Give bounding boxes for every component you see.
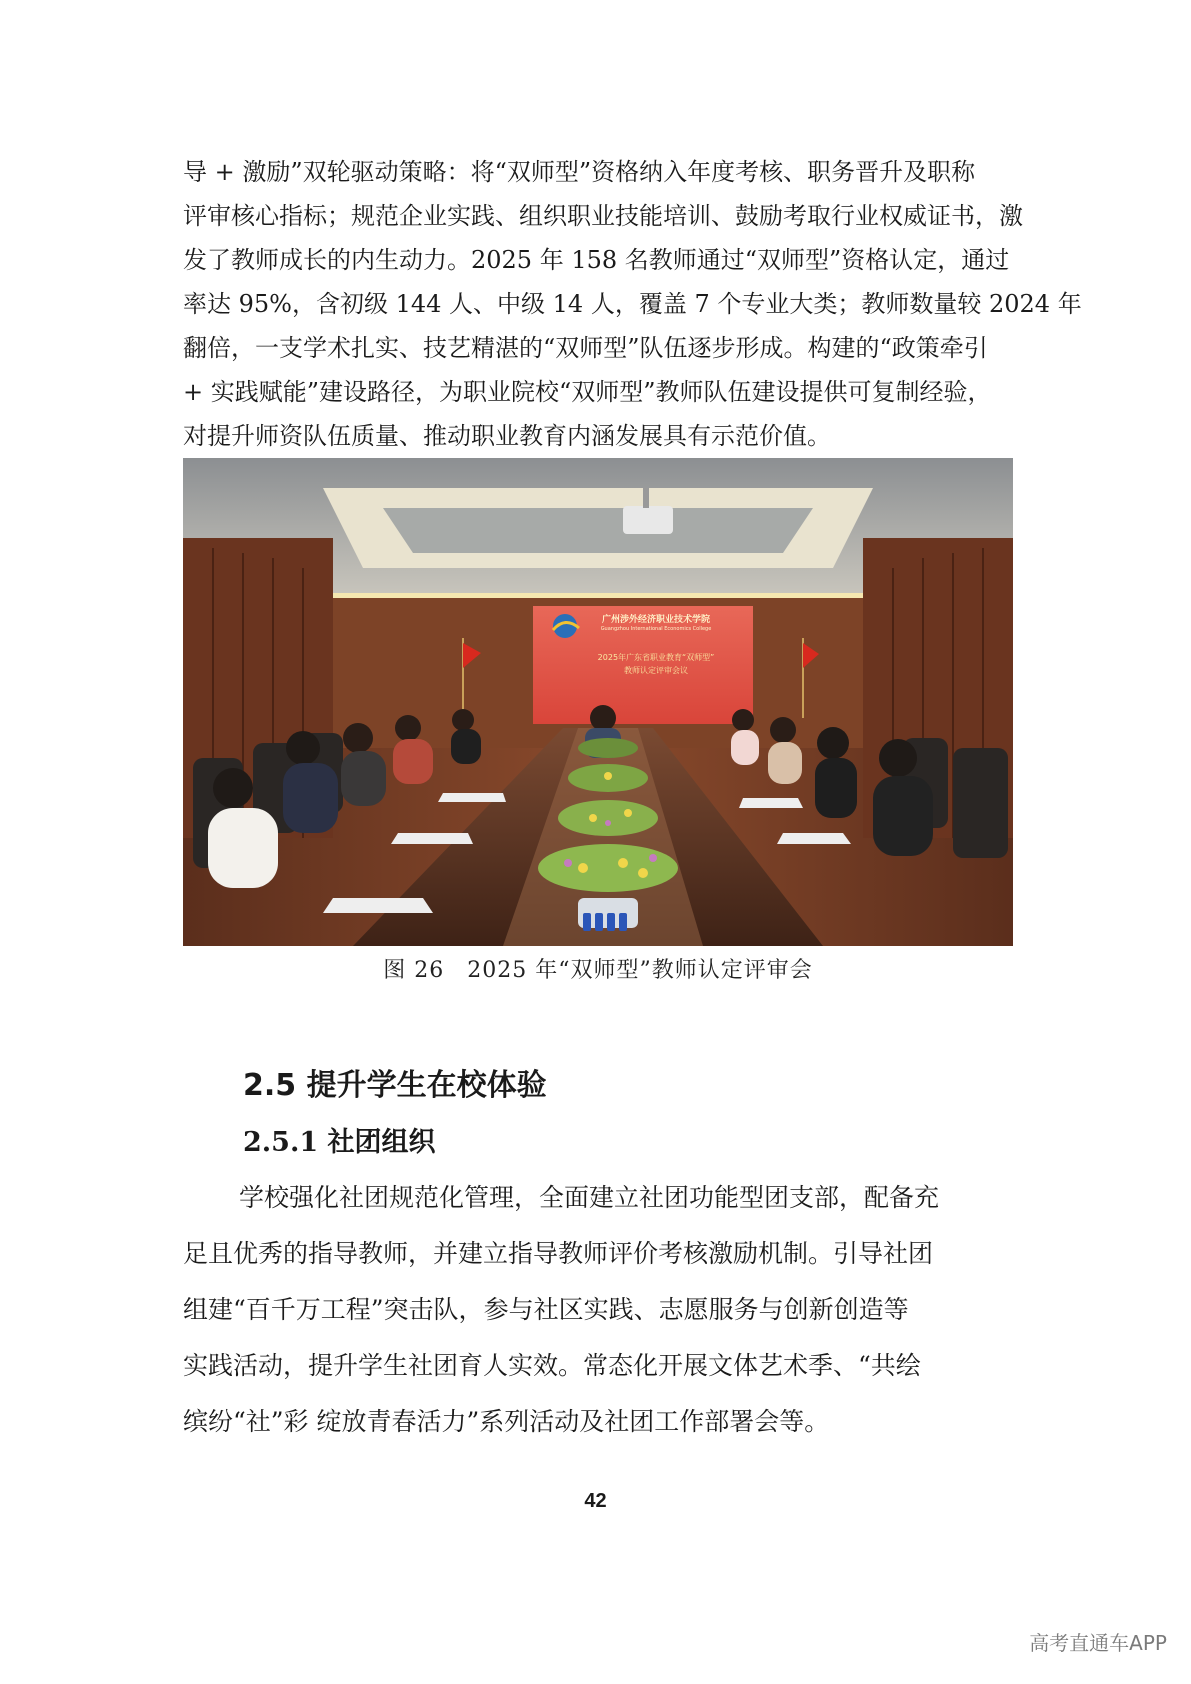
meeting-photo-illustration [183,458,1013,946]
paragraph-clubs [183,1170,1013,1450]
watermark: 高考直通车APP [1029,1631,1167,1655]
paragraph-line: 导 + 激励”双轮驱动策略：将“双师型”资格纳入年度考核、职务晋升及职称 [183,158,976,186]
page-number: 42 [584,1490,607,1512]
paragraph-line: 对提升师资队伍质量、推动职业教育内涵发展具有示范价值。 [183,422,831,450]
paragraph-line: 实践活动，提升学生社团育人实效。常态化开展文体艺术季、“共绘 [183,1351,921,1380]
paragraph-line: 率达 95%，含初级 144 人、中级 14 人，覆盖 7 个专业大类；教师数量较 2024 年 [183,290,1082,318]
paragraph-line: 组建“百千万工程”突击队，参与社区实践、志愿服务与创新创造等 [183,1295,909,1324]
screen-logo-text: 广州涉外经济职业技术学院 [601,615,710,625]
paragraph-line: 评审核心指标；规范企业实践、组织职业技能培训、鼓励考取行业权威证书，激 [183,202,1023,230]
paragraph-line: 缤纷“社”彩 绽放青春活力”系列活动及社团工作部署会等。 [183,1407,830,1436]
section-heading: 2.5 提升学生在校体验 [243,1068,547,1103]
paragraph-line: 翻倍，一支学术扎实、技艺精湛的“双师型”队伍逐步形成。构建的“政策牵引 [183,334,988,362]
screen-title-1: 2025年广东省职业教育“双师型” [597,653,715,662]
meeting-photo [183,458,1013,946]
paragraph-line: + 实践赋能”建设路径，为职业院校“双师型”教师队伍建设提供可复制经验， [183,378,992,406]
subsection-heading: 2.5.1 社团组织 [243,1127,436,1158]
figure-caption: 图 26 2025 年“双师型”教师认定评审会 [383,958,813,983]
paragraph-line: 发了教师成长的内生动力。2025 年 158 名教师通过“双师型”资格认定，通过 [183,246,1010,274]
screen-logo-en: Guangzhou International Economics College [600,626,712,632]
paragraph-line: 学校强化社团规范化管理，全面建立社团功能型团支部，配备充 [239,1183,940,1212]
paragraph-double-teacher [183,150,1082,458]
screen-title-2: 教师认定评审会议 [624,666,688,675]
screen-text [566,606,746,676]
paragraph-line: 足且优秀的指导教师，并建立指导教师评价考核激励机制。引导社团 [183,1239,934,1268]
